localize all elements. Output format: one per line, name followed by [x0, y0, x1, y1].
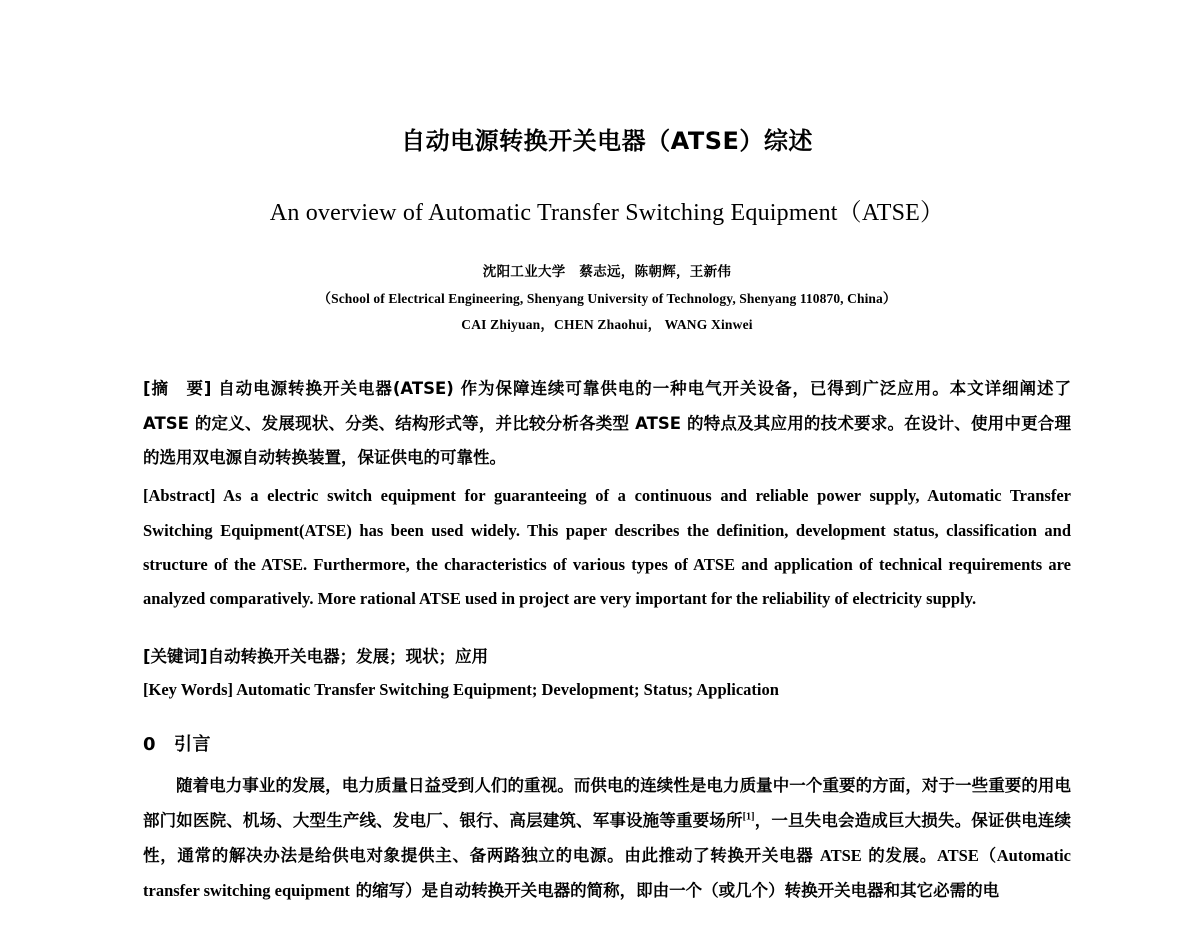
- citation-reference-1: [1]: [742, 811, 755, 823]
- abstract-chinese: [143, 338, 1071, 475]
- abstract-chinese-text: 自动电源转换开关电器(ATSE) 作为保障连续可靠供电的一种电气开关设备，已得到广泛应用。本文详细阐述了 ATSE 的定义、发展现状、分类、结构形式等，并比较分析各类型 ATSE 的特点及其应用的技术要求。在设计、使用中更合理的选用双电源自动转换装置，保证供电的可靠性。: [143, 379, 1071, 467]
- keywords-chinese-label: [关键词]: [143, 647, 208, 667]
- abstract-english: [143, 475, 1071, 616]
- page-title-chinese: 自动电源转换开关电器（ATSE）综述: [401, 127, 813, 155]
- authors-affiliation-block: [143, 228, 1071, 338]
- abstract-chinese-label: [摘 要]: [143, 379, 212, 399]
- authors-english: CAI Zhiyuan，CHEN Zhaohui， WANG Xinwei: [461, 316, 753, 332]
- section-heading-introduction: [143, 706, 1071, 762]
- section-number: 0: [143, 734, 157, 756]
- body-paragraph-1-atse-mention-2: ATSE: [936, 845, 979, 865]
- body-paragraph-1-atse-mention-1: ATSE: [819, 845, 862, 865]
- affiliation-english: （School of Electrical Engineering, Shenyang University of Technology, Shenyang 110870, China）: [317, 290, 897, 306]
- keywords-chinese-text: 自动转换开关电器；发展；现状；应用: [207, 647, 489, 667]
- page-content-column: [143, 0, 1071, 909]
- body-paragraph-1-segment-5: 的缩写）是自动转换开关电器的简称，即由一个（或几个）转换开关电器和其它必需的电: [349, 880, 1000, 900]
- body-paragraph-1-segment-4: （Automatic transfer switching equipment: [143, 845, 1071, 900]
- abstract-english-label: [Abstract]: [143, 486, 216, 506]
- body-paragraph-1-segment-2: ，一旦失电会造成巨大损失。保证供电连续性，通常的解决办法是给供电对象提供主、备两路独立的电源。由此推动了转换开关电器: [143, 810, 1072, 865]
- keywords-block: [143, 616, 1071, 706]
- keywords-chinese: [143, 640, 1071, 673]
- body-paragraph-1-segment-3: 的发展。: [861, 845, 937, 865]
- section-title: 引言: [174, 734, 212, 756]
- authors-chinese: 沈阳工业大学 蔡志远，陈朝辉，王新伟: [482, 264, 732, 280]
- keywords-english-label: [Key Words]: [143, 680, 233, 700]
- keywords-english: [143, 673, 1071, 706]
- body-paragraph-1-segment-1: 随着电力事业的发展，电力质量日益受到人们的重视。而供电的连续性是电力质量中一个重要的方面，对于一些重要的用电部门如医院、机场、大型生产线、发电厂、银行、高层建筑、军事设施等重要场所: [143, 775, 1071, 830]
- page-title-english: An overview of Automatic Transfer Switching Equipment（ATSE）: [269, 200, 945, 226]
- abstract-english-text: As a electric switch equipment for guaranteeing of a continuous and reliable power supply, Automatic Transfer Switching Equipment(ATSE) has been used widely. This paper describes the definition, development status, classification and structure of the ATSE. Furthermore, the characteristics of various types of ATSE and application of technical requirements are analyzed comparatively. More rational ATSE used in project are very important for the reliability of electricity supply.: [143, 486, 1071, 609]
- body-paragraph-1: [143, 763, 1071, 909]
- keywords-english-text: Automatic Transfer Switching Equipment; Development; Status; Application: [236, 680, 779, 700]
